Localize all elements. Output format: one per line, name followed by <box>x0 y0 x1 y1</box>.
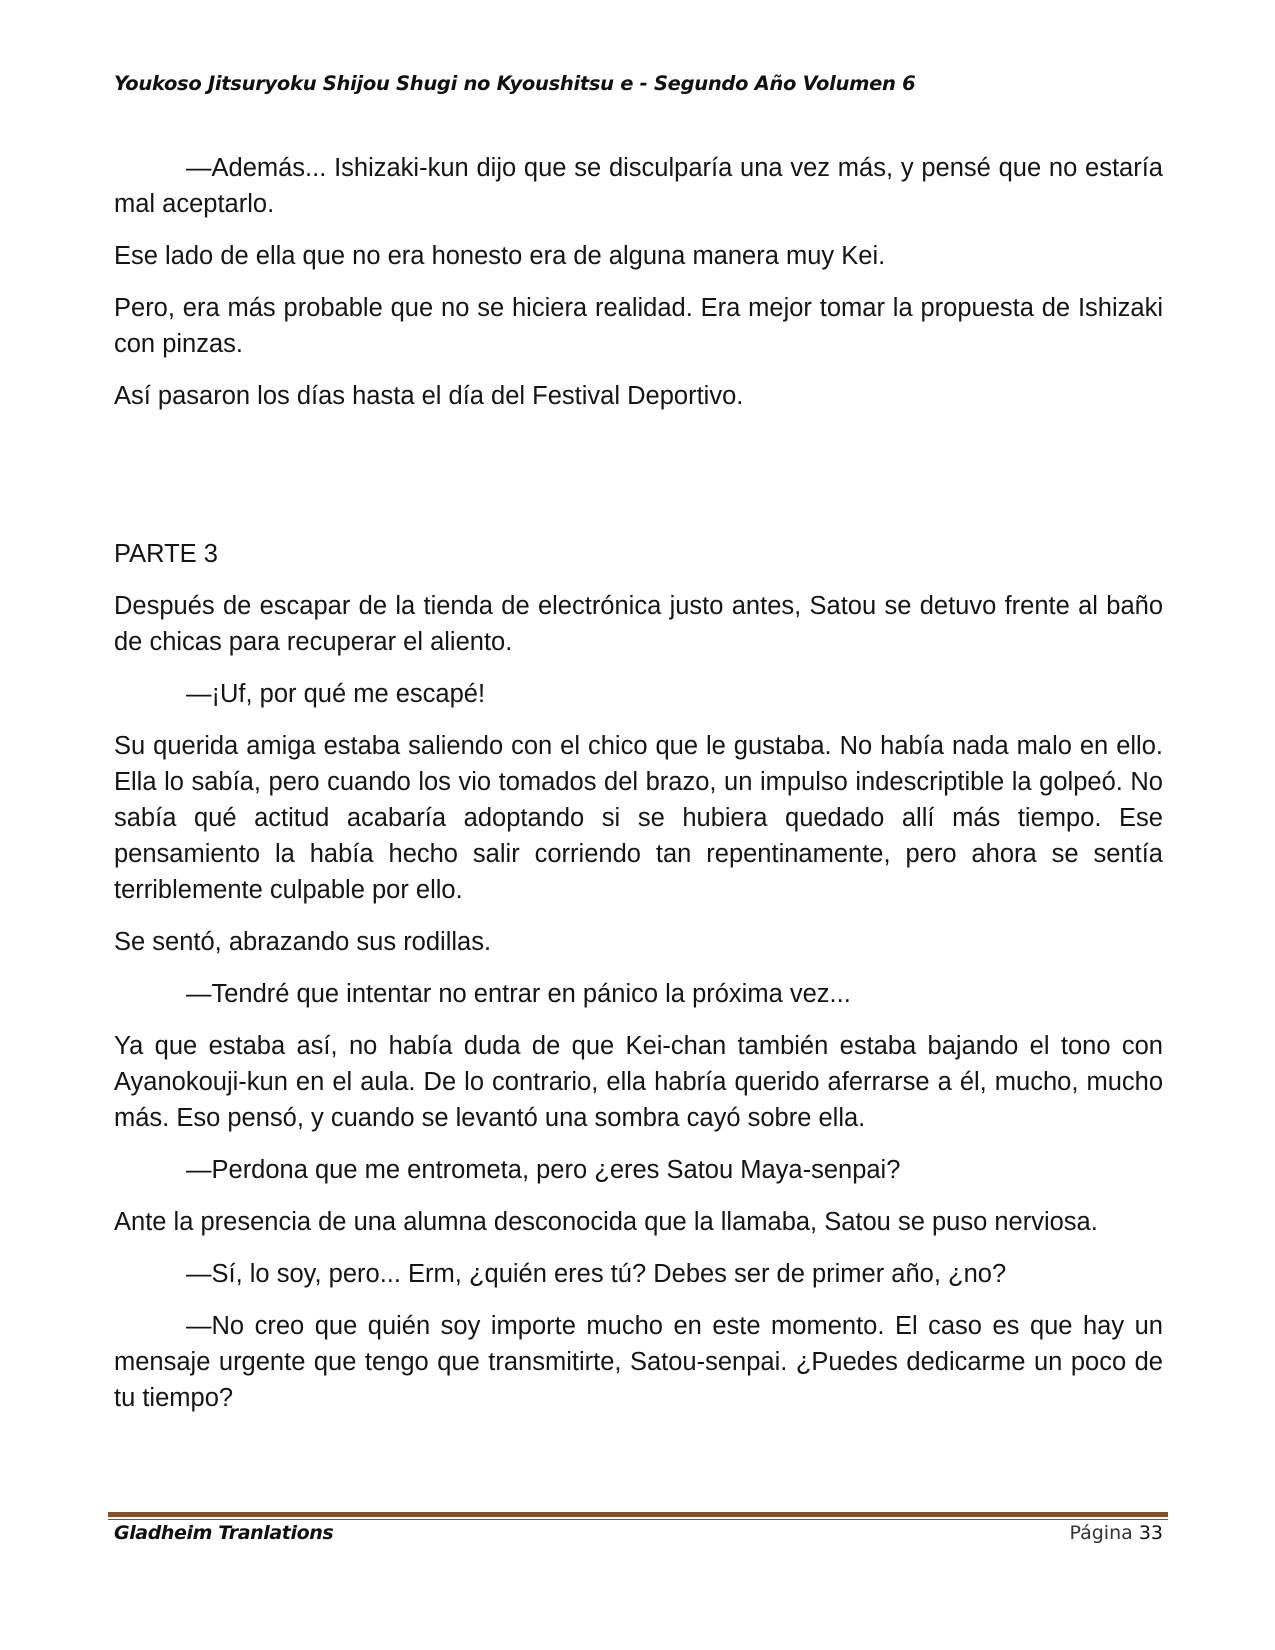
paragraph: Se sentó, abrazando sus rodillas. <box>114 928 492 956</box>
paragraph-dialog: —Además... Ishizaki-kun dijo que se disculparía una vez más, y pensé que no estaría mal aceptarlo. <box>114 154 1163 218</box>
section-spacer <box>114 430 1163 536</box>
paragraph-dialog: —No creo que quién soy importe mucho en este momento. El caso es que hay un mensaje urgente que tengo que transmitirte, Satou-senpai. ¿Puedes dedicarme un poco de tu tiempo? <box>114 1312 1163 1412</box>
page-number-value: 33 <box>1138 1522 1163 1544</box>
page-number <box>1069 1522 1163 1544</box>
body-text <box>114 150 1163 1432</box>
section-heading: PARTE 3 <box>114 540 218 568</box>
footer-credit: Gladheim Tranlations <box>114 1522 334 1544</box>
running-header: Youkoso Jitsuryoku Shijou Shugi no Kyoushitsu e - Segundo Año Volumen 6 <box>114 72 916 95</box>
paragraph-dialog: —Perdona que me entrometa, pero ¿eres Satou Maya-senpai? <box>186 1156 901 1184</box>
paragraph: Su querida amiga estaba saliendo con el chico que le gustaba. No había nada malo en ello. Ella lo sabía, pero cuando los vio tomados del brazo, un impulso indescriptible la golpeó. No sabía qué actitud acabaría adoptando si se hubiera quedado allí más tiempo. Ese pensamiento la había hecho salir corriendo tan repentinamente, pero ahora se sentía terriblemente culpable por ello. <box>114 732 1163 904</box>
paragraph-dialog: —Sí, lo soy, pero... Erm, ¿quién eres tú? Debes ser de primer año, ¿no? <box>186 1260 1007 1288</box>
paragraph: Ese lado de ella que no era honesto era de alguna manera muy Kei. <box>114 242 886 270</box>
footer-divider-thick <box>108 1512 1168 1517</box>
paragraph: Ante la presencia de una alumna desconocida que la llamaba, Satou se puso nerviosa. <box>114 1208 1098 1236</box>
paragraph: Ya que estaba así, no había duda de que Kei-chan también estaba bajando el tono con Ayanokouji-kun en el aula. De lo contrario, ella habría querido aferrarse a él, mucho, mucho más. Eso pensó, y cuando se levantó una sombra cayó sobre ella. <box>114 1032 1163 1132</box>
footer-divider-thin <box>108 1519 1168 1520</box>
paragraph-dialog: —¡Uf, por qué me escapé! <box>186 680 486 708</box>
paragraph-dialog: —Tendré que intentar no entrar en pánico la próxima vez... <box>186 980 851 1008</box>
paragraph: Así pasaron los días hasta el día del Festival Deportivo. <box>114 382 744 410</box>
paragraph: Pero, era más probable que no se hiciera realidad. Era mejor tomar la propuesta de Ishizaki con pinzas. <box>114 294 1163 358</box>
paragraph: Después de escapar de la tienda de electrónica justo antes, Satou se detuvo frente al baño de chicas para recuperar el aliento. <box>114 592 1163 656</box>
page-label: Página <box>1069 1522 1133 1544</box>
footer-divider <box>108 1512 1168 1520</box>
